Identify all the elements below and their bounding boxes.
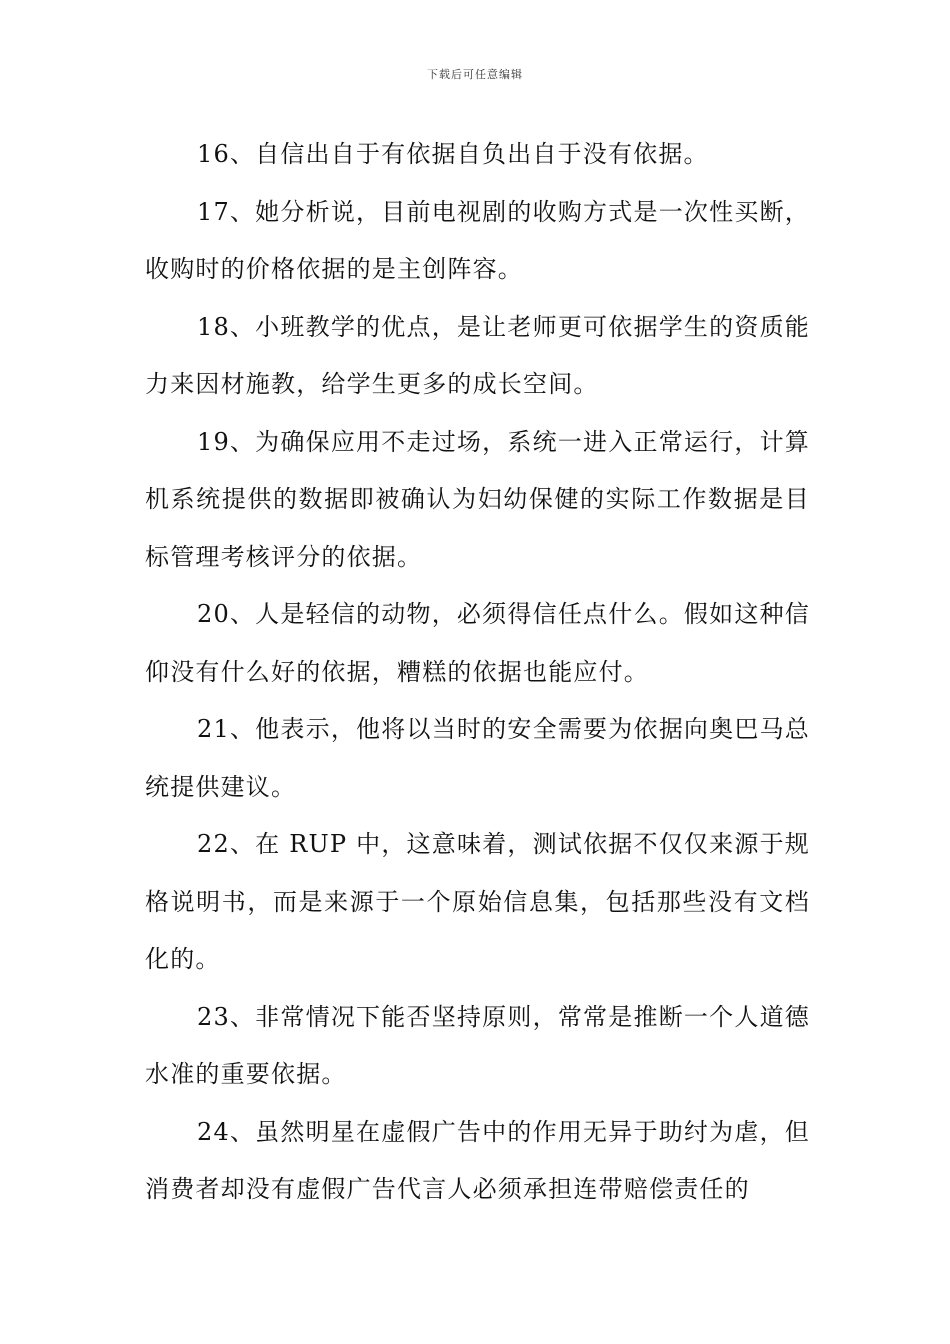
paragraph-18: 18、小班教学的优点，是让老师更可依据学生的资质能力来因材施教，给学生更多的成长空间。: [145, 312, 810, 398]
paragraph-19: 19、为确保应用不走过场，系统一进入正常运行，计算机系统提供的数据即被确认为妇幼保健的实际工作数据是目标管理考核评分的依据。: [145, 427, 810, 571]
paragraph-24: 24、虽然明星在虚假广告中的作用无异于助纣为虐，但消费者却没有虚假广告代言人必须承担连带赔偿责任的: [145, 1117, 810, 1203]
paragraph-21: 21、他表示，他将以当时的安全需要为依据向奥巴马总统提供建议。: [145, 715, 810, 801]
paragraph-20: 20、人是轻信的动物，必须得信任点什么。假如这种信仰没有什么好的依据，糟糕的依据也能应付。: [145, 600, 810, 686]
paragraph-17: 17、她分析说，目前电视剧的收购方式是一次性买断，收购时的价格依据的是主创阵容。: [145, 197, 810, 283]
paragraph-16: 16、自信出自于有依据自负出自于没有依据。: [197, 140, 709, 168]
document-body: [145, 126, 810, 1219]
paragraph-22: 22、在 RUP 中，这意味着，测试依据不仅仅来源于规格说明书，而是来源于一个原始信息集，包括那些没有文档化的。: [145, 830, 810, 973]
page-header: 下载后可任意编辑: [427, 68, 523, 81]
paragraph-23: 23、非常情况下能否坚持原则，常常是推断一个人道德水准的重要依据。: [145, 1002, 810, 1088]
